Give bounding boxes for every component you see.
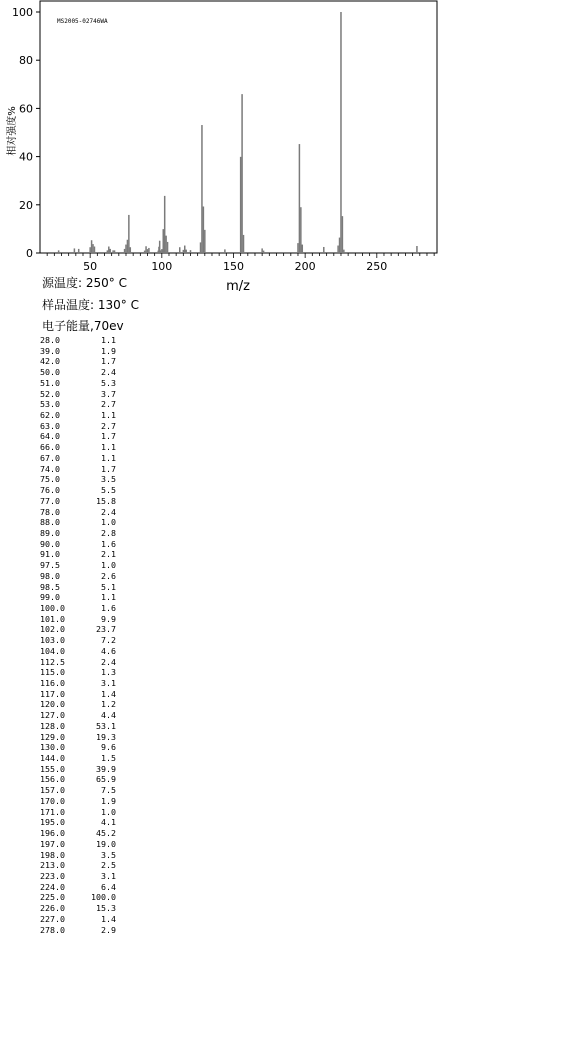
peak-row <box>40 860 116 871</box>
x-tick-label: 50 <box>83 260 98 273</box>
peak-row <box>40 796 116 807</box>
peak-mz: 223.0 <box>40 870 65 881</box>
peak-row <box>40 828 116 839</box>
peak-intensity: 2.8 <box>101 527 116 538</box>
peak-mz: 90.0 <box>40 538 60 549</box>
peak-row <box>40 549 116 560</box>
peak-mz: 226.0 <box>40 903 65 914</box>
peak-mz: 155.0 <box>40 763 65 774</box>
peak-intensity: 15.3 <box>96 903 116 914</box>
peak-mz: 129.0 <box>40 731 65 742</box>
peak-row <box>40 560 116 571</box>
peak-mz: 74.0 <box>40 463 60 474</box>
peak-intensity: 2.1 <box>101 549 116 560</box>
peak-intensity: 1.1 <box>101 592 116 603</box>
peak-intensity: 1.4 <box>101 688 116 699</box>
spectrum-bars <box>59 12 417 253</box>
peak-row <box>40 667 116 678</box>
y-tick-label: 100 <box>12 6 33 19</box>
peak-mz: 66.0 <box>40 442 60 453</box>
peak-row <box>40 721 116 732</box>
peak-row <box>40 914 116 925</box>
peak-intensity: 5.1 <box>101 581 116 592</box>
peak-intensity: 2.7 <box>101 399 116 410</box>
peak-intensity: 15.8 <box>96 495 116 506</box>
peak-intensity: 4.4 <box>101 710 116 721</box>
peak-intensity: 2.4 <box>101 506 116 517</box>
peak-mz: 91.0 <box>40 549 60 560</box>
peak-row <box>40 817 116 828</box>
peak-mz: 98.0 <box>40 570 60 581</box>
peak-intensity: 1.7 <box>101 431 116 442</box>
x-tick-label: 250 <box>366 260 388 273</box>
peak-intensity: 1.7 <box>101 463 116 474</box>
peak-row <box>40 774 116 785</box>
peak-mz: 227.0 <box>40 913 65 924</box>
peak-row <box>40 389 116 400</box>
peak-mz: 116.0 <box>40 678 65 688</box>
peak-list <box>40 335 116 935</box>
peak-row <box>40 346 116 357</box>
peak-mz: 213.0 <box>40 860 65 871</box>
y-tick-label: 40 <box>19 150 33 164</box>
y-tick-label: 20 <box>19 198 33 212</box>
peak-intensity: 19.0 <box>96 838 116 849</box>
peak-row <box>40 742 116 753</box>
peak-mz: 98.5 <box>40 581 60 592</box>
peak-intensity: 7.5 <box>101 785 116 796</box>
peak-row <box>40 624 116 635</box>
peak-row <box>40 839 116 850</box>
peak-mz: 120.0 <box>40 699 65 710</box>
peak-row <box>40 646 116 657</box>
peak-intensity: 3.7 <box>101 388 116 399</box>
peak-mz: 88.0 <box>40 517 60 528</box>
peak-mz: 115.0 <box>40 667 65 678</box>
peak-row <box>40 528 116 539</box>
peak-intensity: 1.9 <box>101 795 116 806</box>
peak-intensity: 1.9 <box>101 345 116 356</box>
peak-intensity: 1.2 <box>101 699 116 710</box>
peak-mz: 117.0 <box>40 688 65 699</box>
x-axis <box>47 253 434 273</box>
peak-intensity: 3.1 <box>101 678 116 688</box>
peak-intensity: 5.5 <box>101 485 116 496</box>
x-tick-label: 200 <box>294 260 316 273</box>
peak-mz: 127.0 <box>40 710 65 721</box>
peak-intensity: 1.3 <box>101 667 116 678</box>
peak-intensity: 39.9 <box>96 763 116 774</box>
peak-intensity: 2.7 <box>101 420 116 431</box>
peak-row <box>40 753 116 764</box>
peak-mz: 64.0 <box>40 431 60 442</box>
peak-intensity: 1.1 <box>101 442 116 453</box>
peak-row <box>40 442 116 453</box>
peak-mz: 102.0 <box>40 624 65 635</box>
peak-row <box>40 807 116 818</box>
peak-row <box>40 367 116 378</box>
peak-row <box>40 689 116 700</box>
peak-mz: 62.0 <box>40 410 60 421</box>
peak-row <box>40 603 116 614</box>
peak-row <box>40 785 116 796</box>
peak-intensity: 2.6 <box>101 570 116 581</box>
peak-intensity: 1.6 <box>101 602 116 613</box>
source-temperature: 源温度: 250° C <box>42 276 127 290</box>
y-tick-label: 0 <box>26 247 33 260</box>
peak-mz: 50.0 <box>40 367 60 378</box>
peak-row <box>40 453 116 464</box>
peak-intensity: 2.4 <box>101 367 116 378</box>
peak-mz: 196.0 <box>40 828 65 839</box>
peak-mz: 53.0 <box>40 399 60 410</box>
electron-energy: 电子能量,70ev <box>42 319 124 333</box>
peak-intensity: 1.0 <box>101 806 116 817</box>
peak-mz: 77.0 <box>40 495 60 506</box>
y-axis-label: 相对强度% <box>7 106 18 156</box>
peak-row <box>40 410 116 421</box>
peak-row <box>40 892 116 903</box>
peak-mz: 197.0 <box>40 838 65 849</box>
peak-intensity: 1.7 <box>101 356 116 367</box>
peak-row <box>40 882 116 893</box>
peak-intensity: 1.1 <box>101 410 116 421</box>
peak-mz: 130.0 <box>40 742 65 753</box>
mass-spectrum-chart <box>0 0 570 300</box>
peak-row <box>40 474 116 485</box>
peak-intensity: 1.0 <box>101 560 116 571</box>
peak-intensity: 1.4 <box>101 913 116 924</box>
peak-row <box>40 517 116 528</box>
peak-intensity: 9.9 <box>101 613 116 624</box>
peak-mz: 103.0 <box>40 635 65 646</box>
peak-intensity: 53.1 <box>96 720 116 731</box>
peak-intensity: 45.2 <box>96 828 116 839</box>
peak-mz: 112.5 <box>40 656 65 667</box>
peak-mz: 42.0 <box>40 356 60 367</box>
peak-row <box>40 539 116 550</box>
peak-row <box>40 732 116 743</box>
peak-row <box>40 635 116 646</box>
peak-intensity: 1.1 <box>101 335 116 345</box>
peak-mz: 225.0 <box>40 892 65 903</box>
peak-intensity: 3.5 <box>101 474 116 485</box>
peak-mz: 63.0 <box>40 420 60 431</box>
peak-intensity: 19.3 <box>96 731 116 742</box>
peak-mz: 170.0 <box>40 795 65 806</box>
peak-row <box>40 464 116 475</box>
peak-intensity: 2.4 <box>101 656 116 667</box>
peak-mz: 195.0 <box>40 817 65 828</box>
peak-intensity: 5.3 <box>101 377 116 388</box>
peak-intensity: 3.5 <box>101 849 116 860</box>
peak-mz: 97.5 <box>40 560 60 571</box>
peak-row <box>40 871 116 882</box>
peak-intensity: 9.6 <box>101 742 116 753</box>
plot-frame <box>40 1 437 253</box>
peak-intensity: 1.0 <box>101 517 116 528</box>
peak-row <box>40 356 116 367</box>
peak-mz: 156.0 <box>40 774 65 785</box>
sample-temperature: 样品温度: 130° C <box>42 298 139 312</box>
peak-row <box>40 903 116 914</box>
peak-row <box>40 431 116 442</box>
peak-mz: 198.0 <box>40 849 65 860</box>
peak-mz: 28.0 <box>40 335 60 345</box>
peak-mz: 51.0 <box>40 377 60 388</box>
peak-row <box>40 764 116 775</box>
peak-mz: 78.0 <box>40 506 60 517</box>
peak-row <box>40 421 116 432</box>
peak-mz: 171.0 <box>40 806 65 817</box>
peak-mz: 104.0 <box>40 645 65 656</box>
peak-intensity: 100.0 <box>91 892 116 903</box>
y-tick-label: 60 <box>19 102 33 116</box>
x-tick-label: 150 <box>222 260 244 273</box>
peak-mz: 52.0 <box>40 388 60 399</box>
peak-row <box>40 496 116 507</box>
peak-mz: 39.0 <box>40 345 60 356</box>
peak-mz: 224.0 <box>40 881 65 892</box>
x-axis-label: m/z <box>226 279 250 294</box>
sample-id: MS2005-02746WA <box>57 18 108 25</box>
peak-intensity: 2.9 <box>101 924 116 935</box>
peak-intensity: 4.1 <box>101 817 116 828</box>
peak-row <box>40 710 116 721</box>
x-tick-label: 100 <box>151 260 173 273</box>
peak-row <box>40 335 116 346</box>
peak-intensity: 6.4 <box>101 881 116 892</box>
peak-mz: 100.0 <box>40 602 65 613</box>
y-tick-label: 80 <box>19 54 33 68</box>
peak-intensity: 4.6 <box>101 645 116 656</box>
peak-row <box>40 925 116 936</box>
peak-mz: 67.0 <box>40 452 60 463</box>
peak-row <box>40 657 116 668</box>
peak-row <box>40 378 116 389</box>
peak-mz: 75.0 <box>40 474 60 485</box>
peak-intensity: 3.1 <box>101 870 116 881</box>
peak-row <box>40 699 116 710</box>
peak-intensity: 1.5 <box>101 753 116 764</box>
peak-intensity: 2.5 <box>101 860 116 871</box>
peak-row <box>40 614 116 625</box>
peak-row <box>40 507 116 518</box>
peak-row <box>40 582 116 593</box>
peak-mz: 101.0 <box>40 613 65 624</box>
peak-intensity: 7.2 <box>101 635 116 646</box>
peak-mz: 99.0 <box>40 592 60 603</box>
peak-row <box>40 850 116 861</box>
peak-row <box>40 571 116 582</box>
peak-mz: 144.0 <box>40 753 65 764</box>
peak-intensity: 65.9 <box>96 774 116 785</box>
peak-mz: 278.0 <box>40 924 65 935</box>
peak-row <box>40 678 116 689</box>
peak-intensity: 1.1 <box>101 452 116 463</box>
peak-row <box>40 485 116 496</box>
peak-mz: 128.0 <box>40 720 65 731</box>
peak-intensity: 1.6 <box>101 538 116 549</box>
peak-row <box>40 592 116 603</box>
peak-intensity: 23.7 <box>96 624 116 635</box>
peak-mz: 157.0 <box>40 785 65 796</box>
peak-row <box>40 399 116 410</box>
peak-mz: 89.0 <box>40 527 60 538</box>
peak-mz: 76.0 <box>40 485 60 496</box>
